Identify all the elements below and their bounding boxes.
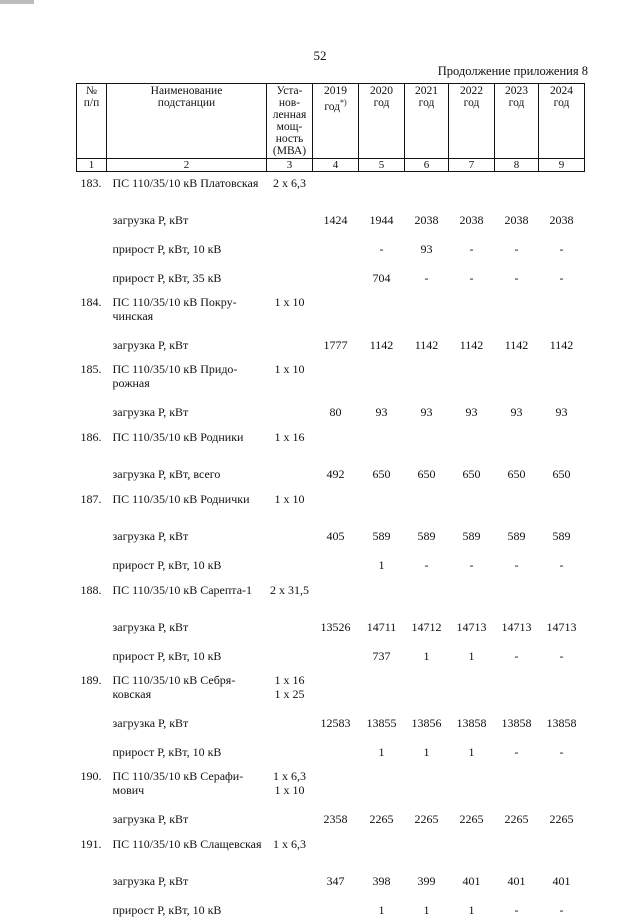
- row-number: [77, 521, 107, 550]
- year-value: -: [405, 263, 449, 292]
- year-value: -: [449, 550, 495, 579]
- year-value: 93: [359, 397, 405, 426]
- year-value: 401: [539, 866, 585, 895]
- year-value: 589: [359, 521, 405, 550]
- year-value: [539, 488, 585, 521]
- table-row: [77, 670, 585, 708]
- year-value: [313, 263, 359, 292]
- year-value: -: [359, 234, 405, 263]
- substation-name: ПС 110/35/10 кВ Себря- ковская: [107, 670, 267, 708]
- substation-name: ПС 110/35/10 кВ Платовская: [107, 172, 267, 206]
- row-number: 186.: [77, 426, 107, 459]
- table-row: [77, 234, 585, 263]
- year-value: 12583: [313, 708, 359, 737]
- year-value: 2265: [359, 804, 405, 833]
- table-row: [77, 833, 585, 866]
- year-value: -: [539, 641, 585, 670]
- year-value: -: [539, 895, 585, 924]
- substation-name: прирост Р, кВт, 35 кВ: [107, 263, 267, 292]
- year-value: -: [449, 234, 495, 263]
- installed-capacity: 2 х 6,3: [267, 172, 313, 206]
- year-value: [495, 359, 539, 397]
- installed-capacity: [267, 459, 313, 488]
- year-value: [313, 359, 359, 397]
- year-value: 14713: [539, 612, 585, 641]
- year-value: [495, 172, 539, 206]
- year-value: 1944: [359, 205, 405, 234]
- header-2020: 2020 год: [359, 84, 405, 159]
- row-number: [77, 330, 107, 359]
- year-value: 1: [359, 550, 405, 579]
- year-value: -: [495, 641, 539, 670]
- year-value: [359, 833, 405, 866]
- table-row: [77, 521, 585, 550]
- row-number: [77, 234, 107, 263]
- installed-capacity: [267, 866, 313, 895]
- installed-capacity: [267, 895, 313, 924]
- substation-name: прирост Р, кВт, 10 кВ: [107, 234, 267, 263]
- year-value: [449, 488, 495, 521]
- year-value: 1: [405, 895, 449, 924]
- row-number: [77, 550, 107, 579]
- installed-capacity: [267, 521, 313, 550]
- year-value: -: [539, 737, 585, 766]
- year-value: [539, 292, 585, 330]
- row-number: [77, 459, 107, 488]
- year-value: -: [495, 234, 539, 263]
- substation-name: ПС 110/35/10 кВ Покру- чинская: [107, 292, 267, 330]
- year-value: 2038: [405, 205, 449, 234]
- table-row: [77, 263, 585, 292]
- row-number: [77, 708, 107, 737]
- header-2022: 2022 год: [449, 84, 495, 159]
- year-value: [449, 833, 495, 866]
- installed-capacity: 2 х 31,5: [267, 579, 313, 612]
- table-row: [77, 895, 585, 924]
- page-number: 52: [0, 48, 640, 64]
- header-2021: 2021 год: [405, 84, 449, 159]
- table-row: [77, 804, 585, 833]
- substation-name: ПС 110/35/10 кВ Слащевская: [107, 833, 267, 866]
- year-value: [449, 670, 495, 708]
- table-row: [77, 459, 585, 488]
- year-value: [539, 172, 585, 206]
- year-value: 2038: [495, 205, 539, 234]
- year-value: 14712: [405, 612, 449, 641]
- row-number: [77, 397, 107, 426]
- row-number: [77, 641, 107, 670]
- installed-capacity: 1 х 16 1 х 25: [267, 670, 313, 708]
- row-number: 189.: [77, 670, 107, 708]
- installed-capacity: [267, 330, 313, 359]
- row-number: 183.: [77, 172, 107, 206]
- year-value: [405, 579, 449, 612]
- year-value: 401: [449, 866, 495, 895]
- year-value: 2265: [405, 804, 449, 833]
- installed-capacity: 1 х 16: [267, 426, 313, 459]
- year-value: 1: [359, 895, 405, 924]
- year-value: 1142: [495, 330, 539, 359]
- year-value: 2038: [449, 205, 495, 234]
- year-value: [495, 426, 539, 459]
- year-value: 1142: [539, 330, 585, 359]
- installed-capacity: [267, 205, 313, 234]
- year-value: [313, 488, 359, 521]
- installed-capacity: 1 х 6,3: [267, 833, 313, 866]
- year-value: [313, 670, 359, 708]
- year-value: 405: [313, 521, 359, 550]
- year-value: 2265: [539, 804, 585, 833]
- year-value: [405, 766, 449, 804]
- year-value: 1142: [359, 330, 405, 359]
- header-name: Наименование подстанции: [107, 84, 267, 159]
- row-number: [77, 804, 107, 833]
- column-number-row: [77, 159, 585, 172]
- table-row: [77, 766, 585, 804]
- year-value: 13858: [495, 708, 539, 737]
- year-value: 80: [313, 397, 359, 426]
- year-value: 347: [313, 866, 359, 895]
- year-value: -: [405, 550, 449, 579]
- substation-name: ПС 110/35/10 кВ Придо- рожная: [107, 359, 267, 397]
- installed-capacity: 1 х 6,3 1 х 10: [267, 766, 313, 804]
- year-value: 2038: [539, 205, 585, 234]
- year-value: [359, 670, 405, 708]
- year-value: 13856: [405, 708, 449, 737]
- year-value: [405, 359, 449, 397]
- year-value: 93: [495, 397, 539, 426]
- header-2023: 2023 год: [495, 84, 539, 159]
- year-value: [313, 579, 359, 612]
- substation-name: прирост Р, кВт, 10 кВ: [107, 737, 267, 766]
- year-value: [313, 833, 359, 866]
- year-value: 2265: [495, 804, 539, 833]
- year-value: 492: [313, 459, 359, 488]
- row-number: 187.: [77, 488, 107, 521]
- table-row: [77, 737, 585, 766]
- year-value: 399: [405, 866, 449, 895]
- year-value: 589: [449, 521, 495, 550]
- substation-name: загрузка Р, кВт: [107, 330, 267, 359]
- year-value: -: [449, 263, 495, 292]
- year-value: [495, 670, 539, 708]
- table-body: [77, 172, 585, 924]
- column-number: 5: [359, 159, 405, 172]
- year-value: -: [495, 737, 539, 766]
- year-value: [449, 292, 495, 330]
- column-number: 4: [313, 159, 359, 172]
- year-value: [313, 895, 359, 924]
- year-value: [313, 641, 359, 670]
- substation-name: загрузка Р, кВт: [107, 205, 267, 234]
- year-value: [405, 833, 449, 866]
- continuation-caption: Продолжение приложения 8: [438, 64, 588, 79]
- year-value: [313, 426, 359, 459]
- table-row: [77, 330, 585, 359]
- substation-name: ПС 110/35/10 кВ Серафи- мович: [107, 766, 267, 804]
- year-value: [449, 579, 495, 612]
- year-value: 1142: [449, 330, 495, 359]
- year-value: [405, 488, 449, 521]
- year-value: 650: [539, 459, 585, 488]
- year-value: [313, 737, 359, 766]
- year-value: -: [539, 234, 585, 263]
- installed-capacity: 1 х 10: [267, 359, 313, 397]
- year-value: 737: [359, 641, 405, 670]
- year-value: [405, 670, 449, 708]
- year-value: [449, 172, 495, 206]
- year-value: 589: [495, 521, 539, 550]
- year-value: [495, 488, 539, 521]
- installed-capacity: [267, 397, 313, 426]
- header-2024: 2024 год: [539, 84, 585, 159]
- column-number: 9: [539, 159, 585, 172]
- table-row: [77, 172, 585, 206]
- year-value: 650: [405, 459, 449, 488]
- column-number: 7: [449, 159, 495, 172]
- substation-name: прирост Р, кВт, 10 кВ: [107, 895, 267, 924]
- year-value: [313, 292, 359, 330]
- year-value: 401: [495, 866, 539, 895]
- table-row: [77, 866, 585, 895]
- year-value: 1: [405, 737, 449, 766]
- year-value: 650: [495, 459, 539, 488]
- installed-capacity: [267, 263, 313, 292]
- year-value: [539, 426, 585, 459]
- year-value: -: [495, 895, 539, 924]
- year-value: 93: [449, 397, 495, 426]
- year-value: 1: [449, 641, 495, 670]
- row-number: 191.: [77, 833, 107, 866]
- year-value: [313, 172, 359, 206]
- year-value: 1: [449, 895, 495, 924]
- installed-capacity: [267, 737, 313, 766]
- year-value: [313, 234, 359, 263]
- substation-name: загрузка Р, кВт: [107, 397, 267, 426]
- substation-name: загрузка Р, кВт: [107, 708, 267, 737]
- year-value: 650: [359, 459, 405, 488]
- year-value: [313, 550, 359, 579]
- row-number: [77, 895, 107, 924]
- substation-name: загрузка Р, кВт: [107, 866, 267, 895]
- installed-capacity: [267, 234, 313, 263]
- column-number: 3: [267, 159, 313, 172]
- row-number: [77, 205, 107, 234]
- table-row: [77, 550, 585, 579]
- year-value: 93: [405, 234, 449, 263]
- year-value: [495, 766, 539, 804]
- year-value: 13855: [359, 708, 405, 737]
- row-number: 188.: [77, 579, 107, 612]
- year-value: [449, 766, 495, 804]
- table-row: [77, 426, 585, 459]
- row-number: [77, 866, 107, 895]
- year-value: 1: [405, 641, 449, 670]
- year-value: 1424: [313, 205, 359, 234]
- installed-capacity: [267, 641, 313, 670]
- substation-name: загрузка Р, кВт: [107, 612, 267, 641]
- year-value: -: [495, 263, 539, 292]
- year-value: -: [495, 550, 539, 579]
- substation-name: прирост Р, кВт, 10 кВ: [107, 641, 267, 670]
- year-value: 13858: [539, 708, 585, 737]
- year-value: 589: [539, 521, 585, 550]
- year-value: 14713: [449, 612, 495, 641]
- row-number: 184.: [77, 292, 107, 330]
- installed-capacity: [267, 550, 313, 579]
- year-value: 2358: [313, 804, 359, 833]
- year-value: 93: [539, 397, 585, 426]
- substation-name: загрузка Р, кВт, всего: [107, 459, 267, 488]
- column-number: 6: [405, 159, 449, 172]
- year-value: 2265: [449, 804, 495, 833]
- table-row: [77, 612, 585, 641]
- year-value: [539, 359, 585, 397]
- substation-name: ПС 110/35/10 кВ Роднички: [107, 488, 267, 521]
- year-value: 13858: [449, 708, 495, 737]
- year-value: [539, 833, 585, 866]
- column-number: 1: [77, 159, 107, 172]
- substation-name: ПС 110/35/10 кВ Сарепта-1: [107, 579, 267, 612]
- year-value: [405, 292, 449, 330]
- year-value: [359, 426, 405, 459]
- year-value: [539, 766, 585, 804]
- year-value: [449, 359, 495, 397]
- row-number: [77, 612, 107, 641]
- year-value: [359, 488, 405, 521]
- year-value: 93: [405, 397, 449, 426]
- substation-name: ПС 110/35/10 кВ Родники: [107, 426, 267, 459]
- table-row: [77, 359, 585, 397]
- column-number: 8: [495, 159, 539, 172]
- year-value: [405, 172, 449, 206]
- installed-capacity: 1 х 10: [267, 292, 313, 330]
- header-no: № п/п: [77, 84, 107, 159]
- substation-name: загрузка Р, кВт: [107, 804, 267, 833]
- installed-capacity: [267, 612, 313, 641]
- year-value: 398: [359, 866, 405, 895]
- year-value: [405, 426, 449, 459]
- table-row: [77, 708, 585, 737]
- year-value: [495, 292, 539, 330]
- substation-name: прирост Р, кВт, 10 кВ: [107, 550, 267, 579]
- installed-capacity: [267, 708, 313, 737]
- year-value: [539, 670, 585, 708]
- row-number: 190.: [77, 766, 107, 804]
- year-value: 1: [449, 737, 495, 766]
- table-row: [77, 488, 585, 521]
- year-value: [359, 172, 405, 206]
- year-value: 704: [359, 263, 405, 292]
- year-value: -: [539, 550, 585, 579]
- year-value: [449, 426, 495, 459]
- year-value: 1: [359, 737, 405, 766]
- table-row: [77, 292, 585, 330]
- header-2019: 2019 год*): [313, 84, 359, 159]
- year-value: [359, 359, 405, 397]
- table-row: [77, 579, 585, 612]
- year-value: 589: [405, 521, 449, 550]
- row-number: [77, 263, 107, 292]
- year-value: [495, 579, 539, 612]
- year-value: 650: [449, 459, 495, 488]
- installed-capacity: 1 х 10: [267, 488, 313, 521]
- row-number: 185.: [77, 359, 107, 397]
- year-value: [539, 579, 585, 612]
- table-row: [77, 205, 585, 234]
- year-value: [359, 766, 405, 804]
- year-value: 13526: [313, 612, 359, 641]
- year-value: [495, 833, 539, 866]
- year-value: [359, 292, 405, 330]
- substation-load-table: [76, 83, 585, 924]
- substation-name: загрузка Р, кВт: [107, 521, 267, 550]
- row-number: [77, 737, 107, 766]
- corner-mark: [0, 0, 34, 4]
- column-number: 2: [107, 159, 267, 172]
- year-value: [313, 766, 359, 804]
- year-value: [359, 579, 405, 612]
- year-value: 1142: [405, 330, 449, 359]
- year-value: 1777: [313, 330, 359, 359]
- table-row: [77, 641, 585, 670]
- header-capacity: Уста- нов- ленная мощ- ность (МВА): [267, 84, 313, 159]
- installed-capacity: [267, 804, 313, 833]
- table-row: [77, 397, 585, 426]
- year-value: 14713: [495, 612, 539, 641]
- year-value: 14711: [359, 612, 405, 641]
- year-value: -: [539, 263, 585, 292]
